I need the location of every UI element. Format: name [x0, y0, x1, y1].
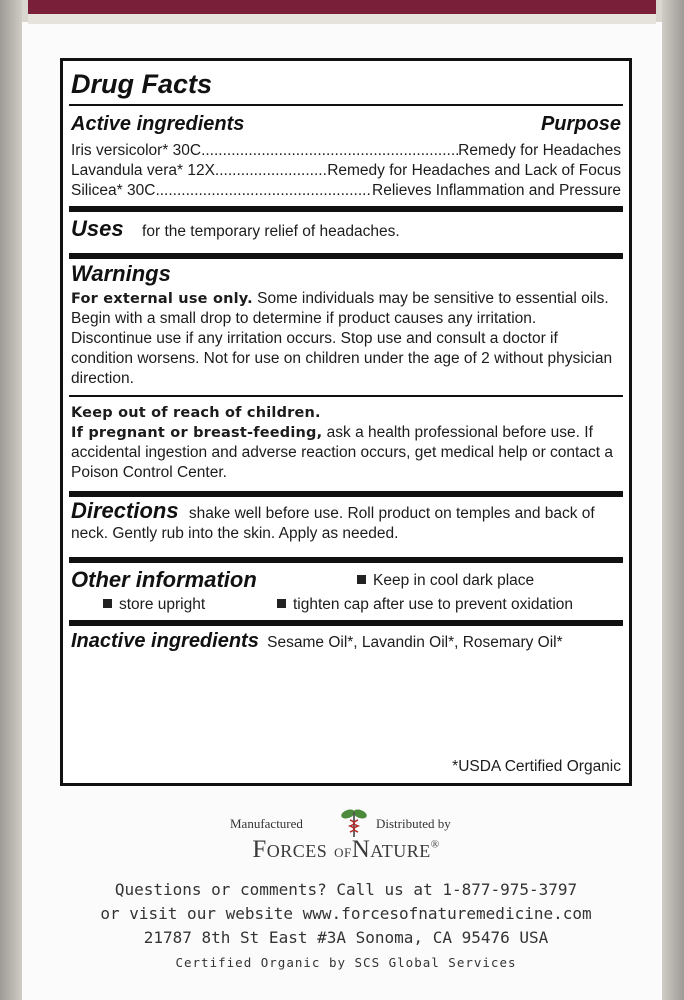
- certification-line: Certified Organic by SCS Global Services: [175, 955, 517, 970]
- distributed-label: Distributed by: [376, 816, 451, 831]
- external-use-warning: [71, 289, 621, 389]
- divider: [69, 491, 623, 497]
- pregnancy-bold: If pregnant or breast-feeding,: [71, 425, 323, 441]
- ingredient-name: Lavandula vera* 12X: [71, 162, 215, 179]
- other-information-section: [71, 567, 621, 615]
- inactive-ingredients-text: Sesame Oil*, Lavandin Oil*, Rosemary Oil*: [267, 634, 563, 651]
- box-top-flap: [28, 0, 656, 14]
- divider: [69, 253, 623, 259]
- questions-line: Questions or comments? Call us at 1-877-975-3797: [114, 880, 578, 899]
- manufacturer-logo: [60, 808, 632, 868]
- directions-heading: Directions: [71, 498, 179, 523]
- divider: [69, 104, 623, 106]
- inactive-ingredients-heading: Inactive ingredients: [71, 630, 259, 652]
- warnings-heading: Warnings: [71, 261, 171, 286]
- ingredient-purpose: Relieves Inflammation and Pressure: [372, 182, 621, 199]
- ingredient-row: [71, 141, 621, 161]
- active-ingredients-list: [71, 141, 621, 201]
- other-information-heading: Other information: [71, 567, 257, 592]
- directions-section: [71, 498, 621, 544]
- contact-info: [60, 878, 632, 950]
- ingredient-row: [71, 181, 621, 201]
- uses-section: [71, 216, 621, 242]
- external-use-bold: For external use only.: [71, 291, 253, 307]
- purpose-heading: Purpose: [540, 113, 621, 135]
- warnings-section: [71, 261, 621, 389]
- brand-name: Forces ofNature®: [252, 836, 440, 863]
- drug-facts-title: Drug Facts: [71, 69, 213, 99]
- box-side-left: [0, 0, 22, 1000]
- other-info-row: [71, 595, 621, 615]
- bullet-icon: [103, 599, 112, 608]
- divider: [69, 557, 623, 563]
- ingredient-name: Silicea* 30C: [71, 182, 156, 199]
- pregnancy-text: ask a health professional before use. If accidental ingestion and adverse reaction occurs, get medical help or contact a Poison Control Center.: [71, 424, 613, 481]
- caduceus-leaf-icon: [340, 808, 368, 838]
- other-info-item: tighten cap after use to prevent oxidation: [277, 595, 573, 615]
- ingredient-purpose: Remedy for Headaches and Lack of Focus: [327, 162, 621, 179]
- pregnancy-warning: [71, 423, 621, 483]
- bullet-icon: [357, 575, 366, 584]
- drug-facts-panel: [60, 58, 632, 786]
- uses-heading: Uses: [71, 216, 124, 241]
- website-line: or visit our website www.forcesofnaturemedicine.com: [100, 904, 592, 923]
- divider: [69, 620, 623, 626]
- bullet-icon: [277, 599, 286, 608]
- organic-note: *USDA Certified Organic: [452, 758, 621, 775]
- divider: [69, 395, 623, 397]
- directions-text: shake well before use. Roll product on temples and back of neck. Gently rub into the skin. Apply as needed.: [71, 505, 595, 542]
- active-ingredients-header: [71, 113, 621, 135]
- ingredient-name: Iris versicolor* 30C: [71, 142, 202, 159]
- keep-out-of-reach: Keep out of reach of children.: [71, 405, 321, 421]
- children-warning-section: [71, 403, 621, 483]
- divider: [69, 206, 623, 212]
- inactive-ingredients-section: [71, 631, 621, 653]
- other-info-item: Keep in cool dark place: [357, 571, 534, 591]
- manufactured-label: Manufactured: [230, 816, 303, 831]
- ingredient-row: [71, 161, 621, 181]
- external-use-text: Some individuals may be sensitive to essential oils. Begin with a small drop to determine if product causes any irritation. Discontinue use if any irritation occurs. Stop use and consult a doctor if condition worsens. Not for use on children under the age of 2 without physician direction.: [71, 290, 613, 387]
- registered-mark: ®: [430, 838, 440, 851]
- active-ingredients-heading: Active ingredients: [71, 113, 245, 135]
- other-info-item: store upright: [103, 595, 205, 615]
- address-line: 21787 8th St East #3A Sonoma, CA 95476 USA: [143, 928, 549, 947]
- uses-text: for the temporary relief of headaches.: [142, 223, 400, 240]
- box-top-edge: [28, 14, 656, 24]
- box-side-right: [662, 0, 684, 1000]
- ingredient-purpose: Remedy for Headaches: [458, 142, 621, 159]
